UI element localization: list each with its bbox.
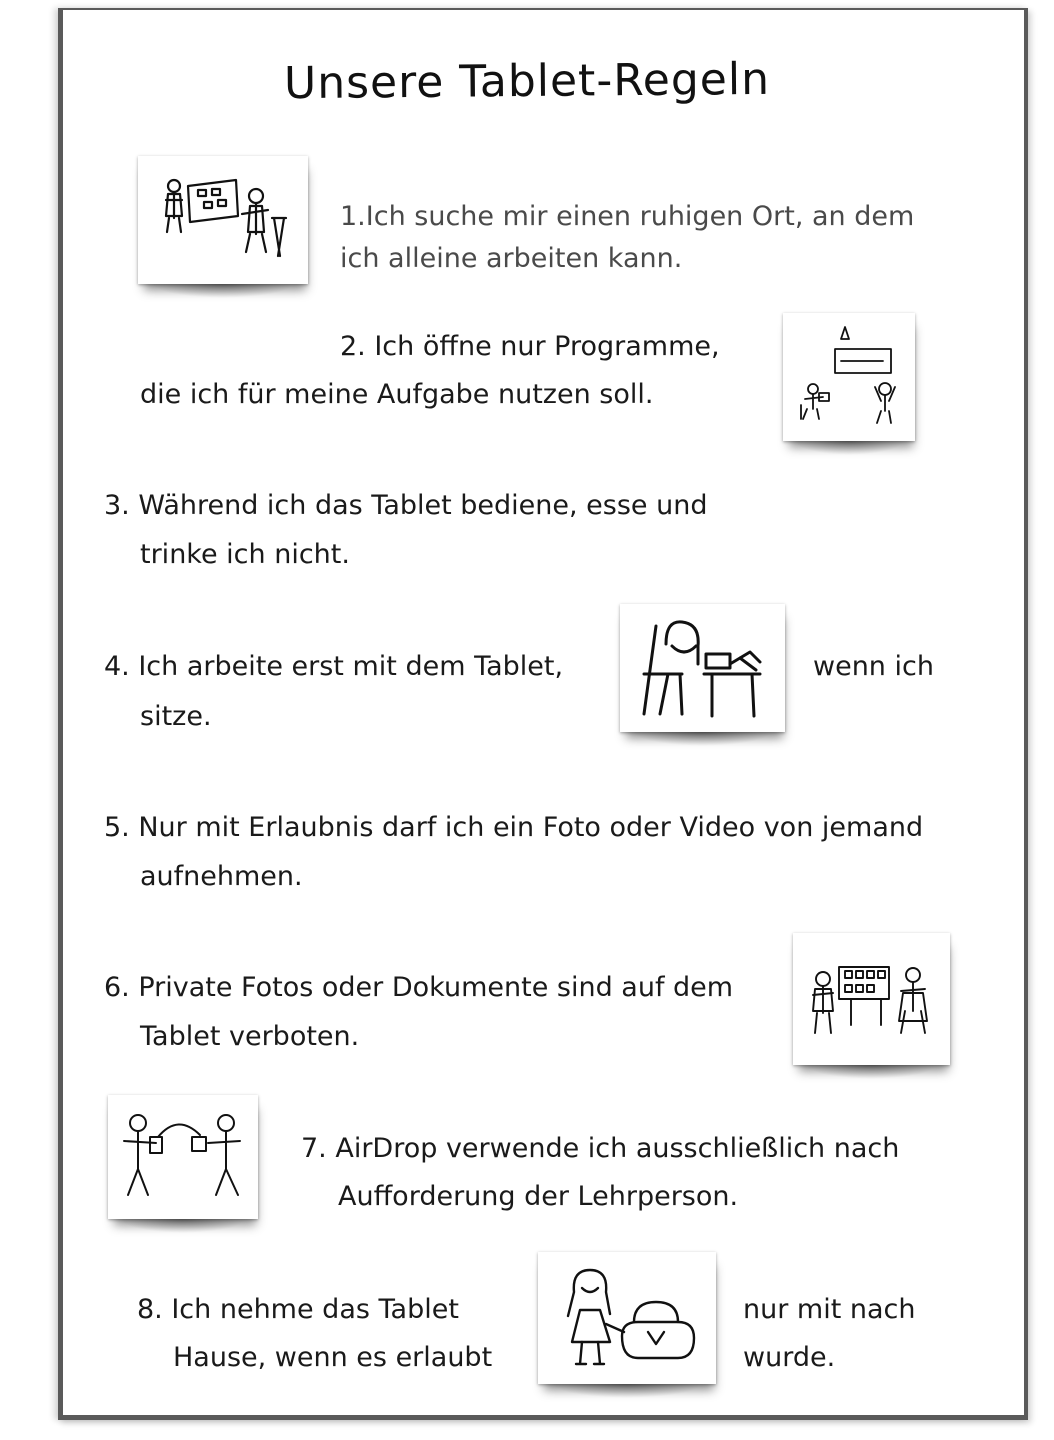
- rule-2-illustration: [783, 313, 915, 441]
- rule-2-line-2: die ich für meine Aufgabe nutzen soll.: [140, 379, 654, 410]
- rule-8-line-2: Hause, wenn es erlaubt: [173, 1342, 493, 1373]
- rule-5-line-1: 5. Nur mit Erlaubnis darf ich ein Foto oder Video von jemand: [104, 812, 924, 843]
- rule-7-line-1: 7. AirDrop verwende ich ausschließlich nach: [301, 1133, 900, 1164]
- rule-6-illustration: [793, 933, 950, 1065]
- rule-1-illustration: [138, 156, 308, 284]
- rule-1-line-2: ich alleine arbeiten kann.: [340, 243, 683, 274]
- rule-4-line-2: wenn ich: [813, 651, 934, 682]
- rule-4-illustration: [620, 604, 785, 732]
- rule-4-line-1: 4. Ich arbeite erst mit dem Tablet,: [104, 651, 564, 682]
- child-at-desk-and-teacher-icon: [783, 313, 915, 441]
- rule-8-line-3: nur mit nach: [743, 1294, 916, 1325]
- rule-2-line-1: 2. Ich öffne nur Programme,: [340, 331, 720, 362]
- rule-7-line-2: Aufforderung der Lehrperson.: [338, 1181, 739, 1212]
- rule-3-line-1: 3. Während ich das Tablet bediene, esse und: [104, 490, 708, 521]
- rule-7-illustration: [108, 1095, 258, 1219]
- rule-5-line-2: aufnehmen.: [140, 861, 303, 892]
- rule-8-line-4: wurde.: [743, 1342, 836, 1373]
- two-people-airdrop-icon: [108, 1095, 258, 1219]
- girl-with-bag-icon: [538, 1252, 716, 1384]
- children-at-board-icon: [138, 156, 308, 284]
- rule-3-line-2: trinke ich nicht.: [140, 539, 350, 570]
- rule-6-line-1: 6. Private Fotos oder Dokumente sind auf dem: [104, 972, 734, 1003]
- rule-6-line-2: Tablet verboten.: [140, 1021, 360, 1052]
- rule-1-line-1: 1.Ich suche mir einen ruhigen Ort, an dem: [340, 201, 915, 232]
- children-at-photo-board-icon: [793, 933, 950, 1065]
- page-title: Unsere Tablet-Regeln: [283, 53, 771, 110]
- child-sitting-with-tablet-icon: [620, 604, 785, 732]
- rule-8-illustration: [538, 1252, 716, 1384]
- rule-8-line-1: 8. Ich nehme das Tablet: [137, 1294, 459, 1325]
- rule-4-line-3: sitze.: [140, 701, 212, 732]
